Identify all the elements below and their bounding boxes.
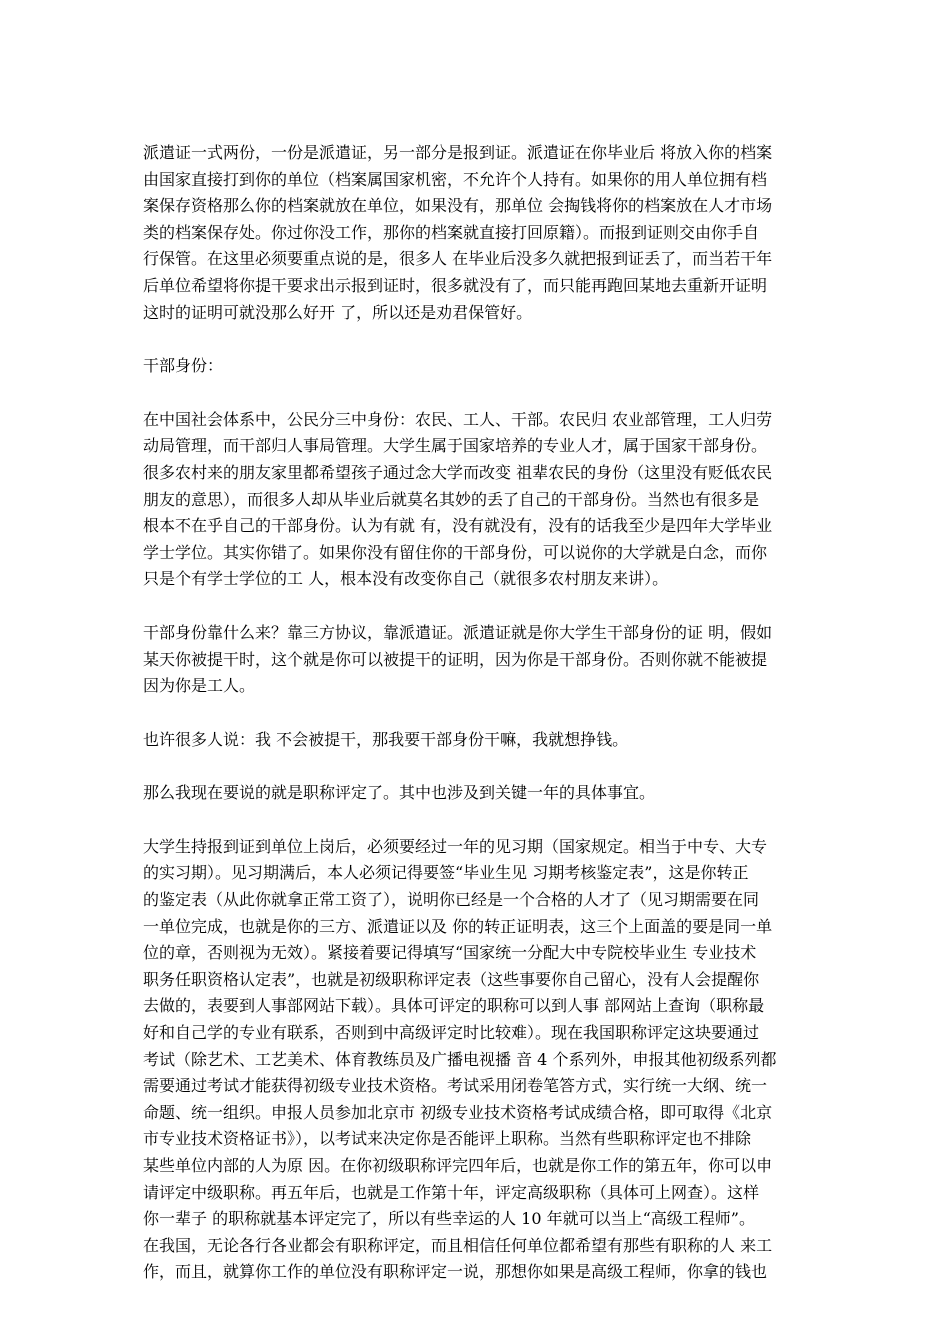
paragraph-title-evaluation-intro (143, 780, 813, 807)
paragraph-dispatch-certificate (143, 140, 813, 326)
text-line: 命题、统一组织。申报人员参加北京市 初级专业技术资格考试成绩合格，即可取得《北京 (143, 1102, 773, 1122)
text-line: 职务任职资格认定表”，也就是初级职称评定表（这些事要你自己留心，没有人会提醒你 (143, 969, 760, 989)
text-line: 由国家直接打到你的单位（档案属国家机密，不允许个人持有。如果你的用人单位拥有档 (143, 169, 768, 189)
text-line: 那么我现在要说的就是职称评定了。其中也涉及到关键一年的具体事宜。 (143, 783, 656, 803)
text-line: 大学生持报到证到单位上岗后，必须要经过一年的见习期（国家规定。相当于中专、大专 (143, 836, 768, 856)
text-line: 动局管理，而干部归人事局管理。大学生属于国家培养的专业人才，属于国家干部身份。 (143, 436, 768, 456)
text-line: 好和自己学的专业有联系，否则到中高级评定时比较难）。现在我国职称评定这块要通过 (143, 1023, 760, 1043)
text-line: 去做的，表要到人事部网站下载）。具体可评定的职称可以到人事 部网站上查询（职称最 (143, 996, 765, 1016)
section-heading: 干部身份： (143, 356, 224, 376)
text-line: 很多农村来的朋友家里都希望孩子通过念大学而改变 祖辈农民的身份（这里没有贬低农民 (143, 462, 773, 482)
text-line: 根本不在乎自己的干部身份。认为有就 有，没有就没有，没有的话我至少是四年大学毕业 (143, 516, 773, 536)
paragraph-spacer (143, 807, 813, 834)
text-line: 你一辈子 的职称就基本评定完了，所以有些幸运的人 10 年就可以当上“高级工程师”。 (143, 1209, 755, 1229)
text-line: 后单位希望将你提干要求出示报到证时，很多就没有了，而只能再跑回某地去重新开证明 (143, 275, 768, 295)
text-line: 请评定中级职称。再五年后，也就是工作第十年，评定高级职称（具体可上网查）。这样 (143, 1182, 760, 1202)
text-line: 某天你被提干时，这个就是你可以被提干的证明，因为你是干部身份。否则你就不能被提 (143, 649, 768, 669)
text-line: 某些单位内部的人为原 因。在你初级职称评完四年后，也就是你工作的第五年，你可以申 (143, 1156, 773, 1175)
text-line: 学士学位。其实你错了。如果你没有留住你的干部身份，可以说你的大学就是白念，而你 (143, 542, 768, 562)
text-line: 这时的证明可就没那么好开 了，所以还是劝君保管好。 (143, 302, 533, 322)
text-line: 的实习期）。见习期满后，本人必须记得要签“毕业生见 习期考核鉴定表”，这是你转正 (143, 863, 749, 883)
paragraph-spacer (143, 380, 813, 407)
text-line: 也许很多人说：我 不会被提干，那我要干部身份干嘛，我就想挣钱。 (143, 729, 629, 749)
paragraph-probation-and-titles (143, 834, 813, 1286)
text-line: 位的章，否则视为无效）。紧接着要记得填写“国家统一分配大中专院校毕业生 专业技术 (143, 943, 757, 963)
text-line: 考试（除艺术、工艺美术、体育教练员及广播电视播 音 4 个系列外，申报其他初级系列都 (143, 1049, 777, 1069)
text-line: 类的档案保存处。你过你没工作，那你的档案就直接打回原籍）。而报到证则交由你手自 (143, 222, 760, 242)
text-line: 派遣证一式两份，一份是派遣证，另一部分是报到证。派遣证在你毕业后 将放入你的档案 (143, 143, 773, 162)
text-line: 在我国，无论各行各业都会有职称评定，而且相信任何单位都希望有那些有职称的人 来工 (143, 1235, 773, 1255)
text-line: 市专业技术资格证书》），以考试来决定你是否能评上职称。当然有些职称评定也不排除 (143, 1129, 752, 1149)
text-line: 只是个有学士学位的工 人，根本没有改变你自己（就很多农村朋友来讲）。 (143, 569, 669, 589)
paragraph-cadre-basis (143, 620, 813, 700)
text-line: 在中国社会体系中，公民分三中身份：农民、工人、干部。农民归 农业部管理，工人归劳 (143, 409, 773, 429)
text-line: 需要通过考试才能获得初级专业技术资格。考试采用闭卷笔答方式，实行统一大纲、统一 (143, 1076, 768, 1096)
text-line: 案保存资格那么你的档案就放在单位，如果没有，那单位 会掏钱将你的档案放在人才市场 (143, 196, 773, 216)
document-page (143, 140, 813, 1286)
paragraph-no-promotion (143, 727, 813, 754)
text-line: 行保管。在这里必须要重点说的是，很多人 在毕业后没多久就把报到证丢了，而当若干年 (143, 249, 773, 269)
paragraph-spacer (143, 700, 813, 727)
paragraph-cadre-identity (143, 407, 813, 593)
text-line: 作，而且，就算你工作的单位没有职称评定一说，那想你如果是高级工程师，你拿的钱也 (143, 1262, 768, 1282)
paragraph-spacer (143, 593, 813, 620)
text-line: 因为你是工人。 (143, 676, 256, 696)
paragraph-spacer (143, 326, 813, 353)
text-line: 的鉴定表（从此你就拿正常工资了），说明你已经是一个合格的人才了（见习期需要在同 (143, 890, 760, 910)
text-line: 朋友的意思），而很多人却从毕业后就莫名其妙的丢了自己的干部身份。当然也有很多是 (143, 489, 760, 509)
section-heading-cadre-identity (143, 353, 813, 380)
text-line: 干部身份靠什么来？靠三方协议，靠派遣证。派遣证就是你大学生干部身份的证 明，假如 (143, 622, 773, 642)
paragraph-spacer (143, 753, 813, 780)
text-line: 一单位完成，也就是你的三方、派遣证以及 你的转正证明表，这三个上面盖的要是同一单 (143, 916, 773, 936)
